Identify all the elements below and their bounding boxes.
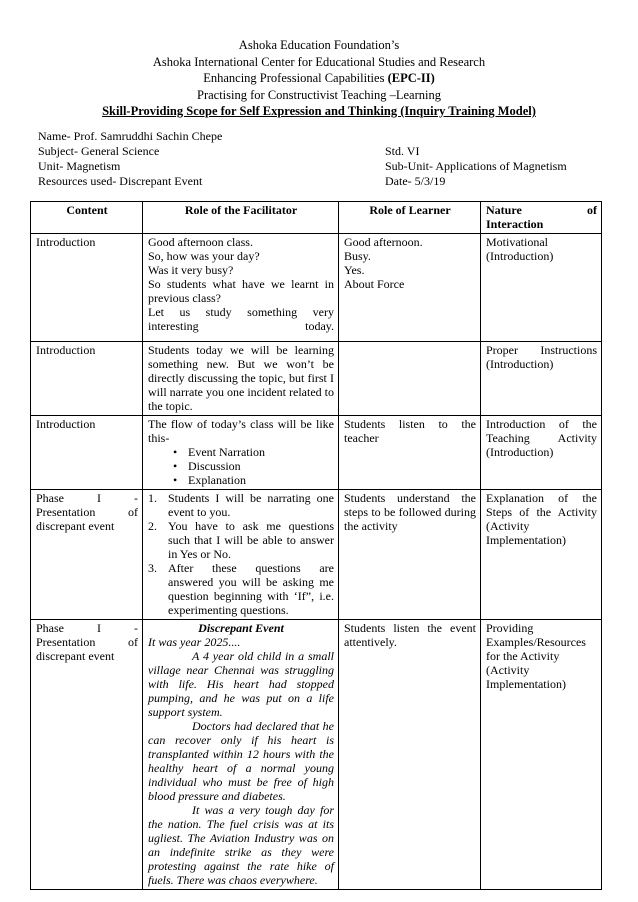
header-nature: Nature of Interaction xyxy=(481,202,602,234)
cell-learner: Students understand the steps to be followed during the activity xyxy=(339,490,481,620)
list-item: • Event Narration xyxy=(148,445,334,459)
cell-content: Introduction xyxy=(31,342,143,416)
flow-list xyxy=(148,445,334,487)
standard: Std. VI xyxy=(385,144,420,158)
practice-line: Practising for Constructivist Teaching –Learning xyxy=(197,87,441,102)
cell-nature: Proper Instructions (Introduction) xyxy=(481,342,602,416)
resources: Resources used- Discrepant Event xyxy=(38,174,203,188)
table-header-row xyxy=(31,202,602,234)
cell-facilitator xyxy=(143,490,339,620)
cell-facilitator: Good afternoon class. So, how was your day? Was it very busy? So students what have we learnt in previous class? Let us study something very interesting today. xyxy=(143,234,339,342)
list-item: 1. Students I will be narrating one event to you. xyxy=(148,491,334,519)
date: Date- 5/3/19 xyxy=(385,174,446,188)
teacher-name: Name- Prof. Samruddhi Sachin Chepe xyxy=(38,129,223,143)
cell-content: Phase I - Presentation of discrepant event xyxy=(31,620,143,890)
table-row xyxy=(31,416,602,490)
list-item: 2. You have to ask me questions such that I will be able to answer in Yes or No. xyxy=(148,519,334,561)
event-paragraph: It was a very tough day for the nation. The fuel crisis was at its ugliest. The Aviation Industry was on an indefinite strike as they were protesting against the rate hike of fuels. There was chaos everywhere. xyxy=(148,803,334,887)
event-intro: It was year 2025.... xyxy=(148,635,241,649)
event-title: Discrepant Event xyxy=(198,621,284,635)
table-row xyxy=(31,490,602,620)
header-content: Content xyxy=(31,202,143,234)
center-name: Ashoka International Center for Educational Studies and Research xyxy=(152,54,486,69)
cell-content: Introduction xyxy=(31,416,143,490)
steps-list xyxy=(148,491,334,617)
list-item: 3. After these questions are answered you will be asking me question beginning with ‘If”, i.e. experimenting questions. xyxy=(148,561,334,617)
table-row xyxy=(31,620,602,890)
unit: Unit- Magnetism xyxy=(38,159,121,173)
cell-learner: Students listen the event attentively. xyxy=(339,620,481,890)
cell-nature: Explanation of the Steps of the Activity (Activity Implementation) xyxy=(481,490,602,620)
meta-info xyxy=(38,129,608,189)
subject: Subject- General Science xyxy=(38,144,160,158)
table-row xyxy=(31,342,602,416)
cell-facilitator xyxy=(143,620,339,890)
cell-learner: Good afternoon. Busy. Yes. About Force xyxy=(339,234,481,342)
foundation-name: Ashoka Education Foundation’s xyxy=(238,38,400,52)
cell-content: Introduction xyxy=(31,234,143,342)
header-learner: Role of Learner xyxy=(339,202,481,234)
sub-unit: Sub-Unit- Applications of Magnetism xyxy=(385,159,567,173)
table-row xyxy=(31,234,602,342)
document-title: Skill-Providing Scope for Self Expression and Thinking (Inquiry Training Model) xyxy=(102,104,536,118)
lesson-table xyxy=(30,201,602,890)
event-paragraph: Doctors had declared that he can recover only if his heart is transplanted within 12 hours with the healthy heart of a normal young individual who must be free of high blood pressure and diabetes. xyxy=(148,719,334,803)
header-facilitator: Role of the Facilitator xyxy=(143,202,339,234)
cell-nature: Introduction of the Teaching Activity (Introduction) xyxy=(481,416,602,490)
program-code: (EPC-II) xyxy=(387,71,435,85)
cell-content: Phase I - Presentation of discrepant event xyxy=(31,490,143,620)
program-line: Enhancing Professional Capabilities (EPC-II) xyxy=(203,71,435,85)
event-paragraph: A 4 year old child in a small village near Chennai was struggling with life. His heart had stopped pumping, and he was put on a life support system. xyxy=(148,649,334,719)
cell-facilitator: The flow of today’s class will be like this- • Event Narration • Discussion • Explanation xyxy=(143,416,339,490)
document-header xyxy=(0,37,638,120)
cell-learner: Students listen to the teacher xyxy=(339,416,481,490)
cell-nature: Providing Examples/Resources for the Activity (Activity Implementation) xyxy=(481,620,602,890)
list-item: • Explanation xyxy=(148,473,334,487)
cell-nature: Motivational (Introduction) xyxy=(481,234,602,342)
list-item: • Discussion xyxy=(148,459,334,473)
cell-learner xyxy=(339,342,481,416)
cell-facilitator: Students today we will be learning something new. But we won’t be directly discussing the topic, but first I will narrate you one incident related to the topic. xyxy=(143,342,339,416)
